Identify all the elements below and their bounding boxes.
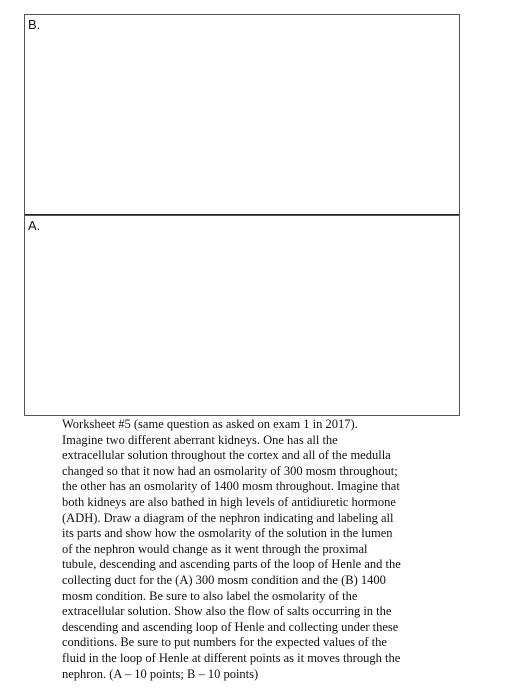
question-line: the other has an osmolarity of 1400 mosm throughout. Imagine that xyxy=(62,479,400,494)
worksheet-question xyxy=(62,417,466,682)
question-line: conditions. Be sure to put numbers for the expected values of the xyxy=(62,635,387,650)
answer-box-b xyxy=(24,14,460,216)
question-line: Worksheet #5 (same question as asked on exam 1 in 2017). xyxy=(62,417,358,431)
question-line: tubule, descending and ascending parts of the loop of Henle and the xyxy=(62,557,401,572)
question-line: changed so that it now had an osmolarity of 300 mosm throughout; xyxy=(62,463,398,478)
question-line: mosm condition. Be sure to also label the osmolarity of the xyxy=(62,588,358,603)
question-line: fluid in the loop of Henle at different points as it moves through the xyxy=(62,650,401,665)
question-line: its parts and show how the osmolarity of the solution in the lumen xyxy=(62,526,393,541)
question-line: collecting duct for the (A) 300 mosm condition and the (B) 1400 xyxy=(62,572,386,587)
question-line: descending and ascending loop of Henle and collecting under these xyxy=(62,619,399,634)
question-line: Imagine two different aberrant kidneys. One has all the xyxy=(62,432,338,447)
question-line: (ADH). Draw a diagram of the nephron indicating and labeling all xyxy=(62,510,394,525)
question-line: of the nephron would change as it went through the proximal xyxy=(62,541,368,556)
question-line: both kidneys are also bathed in high levels of antidiuretic hormone xyxy=(62,494,396,509)
answer-box-a xyxy=(24,215,460,416)
question-line: nephron. (A – 10 points; B – 10 points) xyxy=(62,666,259,681)
box-a-label: A. xyxy=(28,218,41,233)
question-line: extracellular solution throughout the cortex and all of the medulla xyxy=(62,448,391,463)
box-b-label: B. xyxy=(28,17,41,32)
question-line: extracellular solution. Show also the flow of salts occurring in the xyxy=(62,604,392,619)
